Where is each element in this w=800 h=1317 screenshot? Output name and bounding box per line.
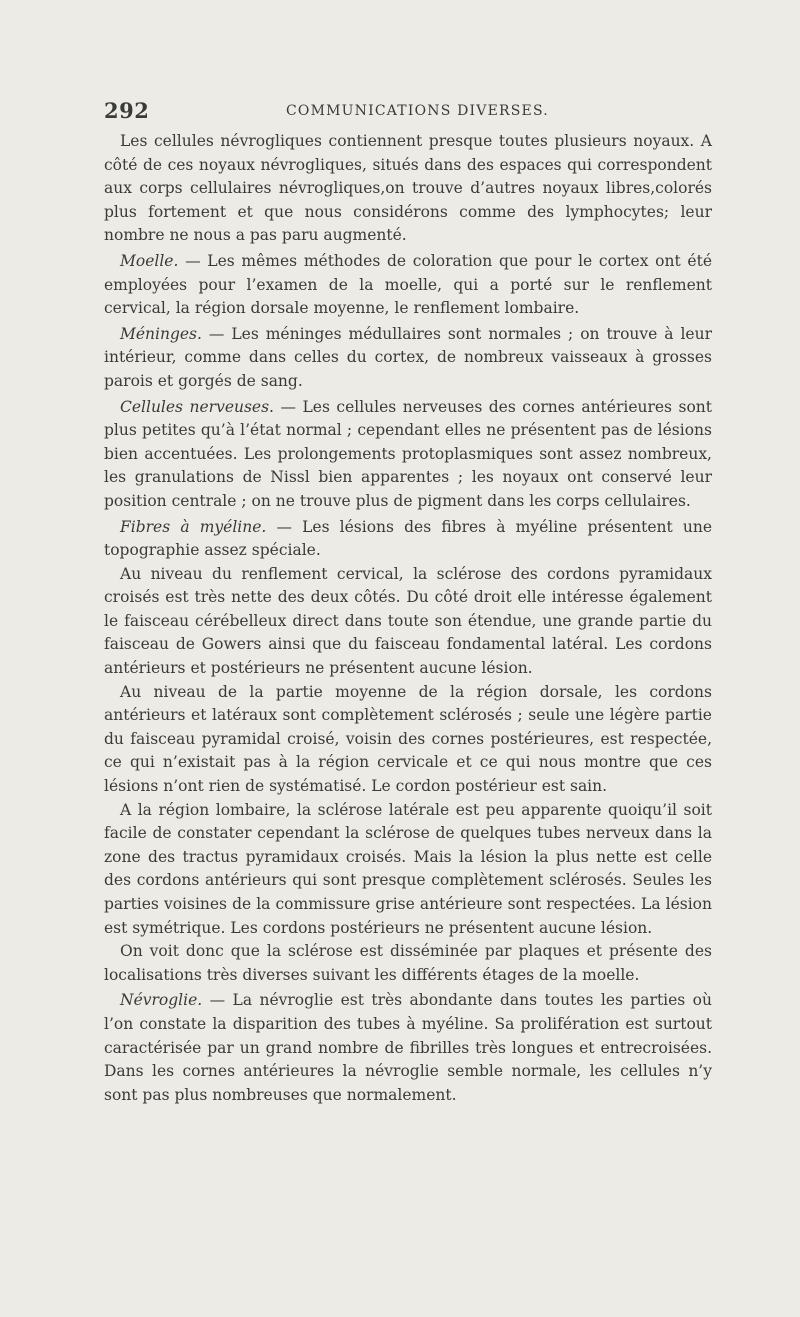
paragraph-text: — Les mêmes méthodes de coloration que pour le cortex ont été employées pour l’examen de la moelle, qui a porté sur le renflement cervical, la région dorsale moyenne, le renflement lombaire.	[104, 251, 712, 318]
paragraph	[104, 250, 712, 321]
page-body	[104, 130, 712, 1107]
paragraph-text: — La névroglie est très abondante dans toutes les parties où l’on constate la disparition des tubes à myéline. Sa prolifération est surtout caractérisée par un grand nombre de fibrilles très longues et entrecroisées. Dans les cornes antérieures la névroglie semble normale, les cellules n’y sont pas plus nombreuses que normalement.	[104, 991, 712, 1104]
paragraph-text: — Les méninges médullaires sont normales ; on trouve à leur intérieur, comme dans celles du cortex, de nombreux vaisseaux à grosses parois et gorgés de sang.	[104, 324, 712, 390]
paragraph-text: On voit donc que la sclérose est disséminée par plaques et présente des localisations très diverses suivant les différents étages de la moelle.	[104, 942, 712, 984]
section-heading-meninges: Méninges.	[120, 324, 202, 343]
page-number: 292	[104, 98, 150, 123]
paragraph-text: Au niveau du renflement cervical, la sclérose des cordons pyramidaux croisés est très nette des deux côtés. Du côté droit elle intéresse également le faisceau cérébelleux direct dans toute son étendue, une grande partie du faisceau de Gowers ainsi que du faisceau fondamental latéral. Les cordons antérieurs et postérieurs ne présentent aucune lésion.	[104, 564, 712, 678]
paragraph-text: Au niveau de la partie moyenne de la région dorsale, les cordons antérieurs et latéraux sont complètement sclérosés ; seule une légère partie du faisceau pyramidal croisé, voisin des cornes postérieures, est respectée, ce qui n’existait pas à la région cervicale et ce qui nous montre que ces lésions n’ont rien de systématisé. Le cordon postérieur est sain.	[104, 682, 712, 796]
paragraph	[104, 516, 712, 563]
section-heading-fibres-a-myeline: Fibres à myéline.	[120, 517, 267, 536]
paragraph	[104, 396, 712, 514]
section-heading-cellules-nerveuses: Cellules nerveuses.	[120, 397, 274, 416]
section-heading-nevroglie: Névroglie.	[120, 991, 203, 1010]
section-heading-moelle: Moelle.	[120, 251, 179, 270]
page-header	[104, 98, 712, 128]
paragraph	[104, 130, 712, 248]
paragraph	[104, 563, 712, 681]
paragraph-text: — Les lésions des fibres à myéline présentent une topographie assez spéciale.	[104, 517, 712, 560]
paragraph	[104, 681, 712, 799]
paragraph	[104, 799, 712, 941]
paragraph	[104, 323, 712, 394]
running-title: COMMUNICATIONS DIVERSES.	[286, 103, 549, 119]
paragraph-text: A la région lombaire, la sclérose latérale est peu apparente quoiqu’il soit facile de constater cependant la sclérose de quelques tubes nerveux dans la zone des tractus pyramidaux croisés. Mais la lésion la plus nette est celle des cordons antérieurs qui sont presque complètement sclérosés. Seules les parties voisines de la commissure grise antérieure sont respectées. La lésion est symétrique. Les cordons postérieurs ne présentent aucune lésion.	[104, 800, 712, 937]
paragraph-text: Les cellules névrogliques contiennent presque toutes plusieurs noyaux. A côté de ces noyaux névrogliques, situés dans des espaces qui correspondent aux corps cellulaires névrogliques,on trouve d’autres noyaux libres,colorés plus fortement et que nous considérons comme des lymphocytes; leur nombre ne nous a pas paru augmenté.	[104, 132, 712, 245]
paragraph-text: — Les cellules nerveuses des cornes antérieures sont plus petites qu’à l’état normal ; cependant elles ne présentent pas de lésions bien accentuées. Les prolongements protoplasmiques sont assez nombreux, les granulations de Nissl bien apparentes ; les noyaux ont conservé leur position centrale ; on ne trouve plus de pigment dans les corps cellulaires.	[104, 397, 712, 510]
paragraph	[104, 940, 712, 987]
paragraph	[104, 989, 712, 1107]
